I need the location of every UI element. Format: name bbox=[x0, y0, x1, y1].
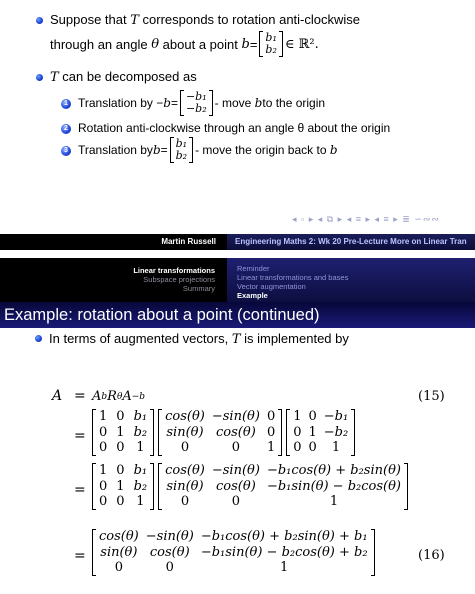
eq-sign: = bbox=[74, 428, 86, 444]
step-2: Rotation anti-clockwise through an angle θ about the origin bbox=[78, 121, 391, 135]
matrix-translation-b: 1 0 b₁ 0 1 b₂ 0 0 1 bbox=[92, 463, 154, 510]
step-number-2-icon: 2 bbox=[61, 124, 71, 134]
subsection-link-reminder[interactable]: Reminder bbox=[237, 264, 270, 273]
bullet-dot-icon bbox=[36, 17, 43, 24]
matrix-final-result: cos(θ) −sin(θ) −b₁cos(θ) + b₂sin(θ) + b₁ sin(θ) cos(θ) −b₁sin(θ) − b₂cos(θ) + b₂ 0 0 1 bbox=[92, 529, 375, 576]
bullet-2: T can be decomposed as bbox=[50, 69, 197, 85]
slide-separator bbox=[0, 250, 475, 258]
slide-header bbox=[0, 258, 475, 302]
step-3: Translation by b = b₁ b₂ - move the origin back to b bbox=[78, 137, 338, 162]
intro-text: In terms of augmented vectors, T is implemented by bbox=[49, 331, 349, 347]
eq-sign: = bbox=[74, 388, 86, 404]
footer-author: Martin Russell bbox=[161, 237, 216, 246]
equation-number-15: (15) bbox=[418, 389, 445, 404]
subsection-link-vector-augmentation[interactable]: Vector augmentation bbox=[237, 282, 306, 291]
matrix-final bbox=[92, 529, 379, 576]
section-nav bbox=[0, 266, 227, 293]
bullet-dot-icon bbox=[36, 74, 43, 81]
beamer-navigation-controls[interactable]: ◂ ▫ ▸ ◂ ⧉ ▸ ◂ ≡ ▸ ◂ ≡ ▸ ≣ ∽∾∾ bbox=[292, 214, 440, 224]
matrix-rotation: cos(θ) −sin(θ) 0 sin(θ) cos(θ) 0 0 0 1 bbox=[158, 409, 282, 456]
neg-b-vector: −b₁ −b₂ bbox=[180, 90, 213, 116]
point-b-vector: b₁ b₂ bbox=[259, 31, 282, 57]
slide-upper bbox=[0, 0, 475, 233]
footer-course-title: Engineering Maths 2: Wk 20 Pre-Lecture More on Linear Tran bbox=[227, 234, 475, 250]
slide-title: Example: rotation about a point (continued) bbox=[0, 302, 475, 328]
bullet-1-line-1: Suppose that T corresponds to rotation anti-clockwise bbox=[50, 12, 361, 28]
section-link-summary[interactable]: Summary bbox=[182, 284, 215, 293]
equation-number-16: (16) bbox=[418, 548, 445, 563]
matrix-translation-neg-b: 1 0 −b₁ 0 1 −b₂ 0 0 1 bbox=[286, 409, 355, 456]
eq-sign: = bbox=[74, 548, 86, 564]
b-vector: b₁ b₂ bbox=[170, 137, 193, 163]
step-1: Translation by − b = −b₁ −b₂ - move b to the origin bbox=[78, 90, 326, 115]
matrix-product-expanded bbox=[92, 409, 359, 456]
slide-footer bbox=[0, 234, 475, 250]
subsection-link-example[interactable]: Example bbox=[237, 291, 268, 300]
eq-lhs: A bbox=[52, 388, 63, 404]
bullet-1-line-2: through an angle θ about a point b = b₁ b₂ ∈ ℝ². bbox=[50, 31, 319, 56]
matrix-rotation-times-neg-translation: cos(θ) −sin(θ) −b₁cos(θ) + b₂sin(θ) sin(θ) cos(θ) −b₁sin(θ) − b₂cos(θ) 0 0 1 bbox=[158, 463, 408, 510]
step-number-3-icon: 3 bbox=[61, 146, 71, 156]
subsection-nav bbox=[227, 258, 475, 302]
eq-rhs: A b R θ A −b bbox=[92, 389, 146, 404]
matrix-translation-b: 1 0 b₁ 0 1 b₂ 0 0 1 bbox=[92, 409, 154, 456]
section-link-subspace-projections[interactable]: Subspace projections bbox=[143, 275, 215, 284]
eq-sign: = bbox=[74, 482, 86, 498]
bullet-dot-icon bbox=[35, 335, 42, 342]
matrix-product-partial bbox=[92, 463, 412, 510]
subsection-link-bases[interactable]: Linear transformations and bases bbox=[237, 273, 349, 282]
section-link-linear-transformations[interactable]: Linear transformations bbox=[133, 266, 215, 275]
step-number-1-icon: 1 bbox=[61, 99, 71, 109]
